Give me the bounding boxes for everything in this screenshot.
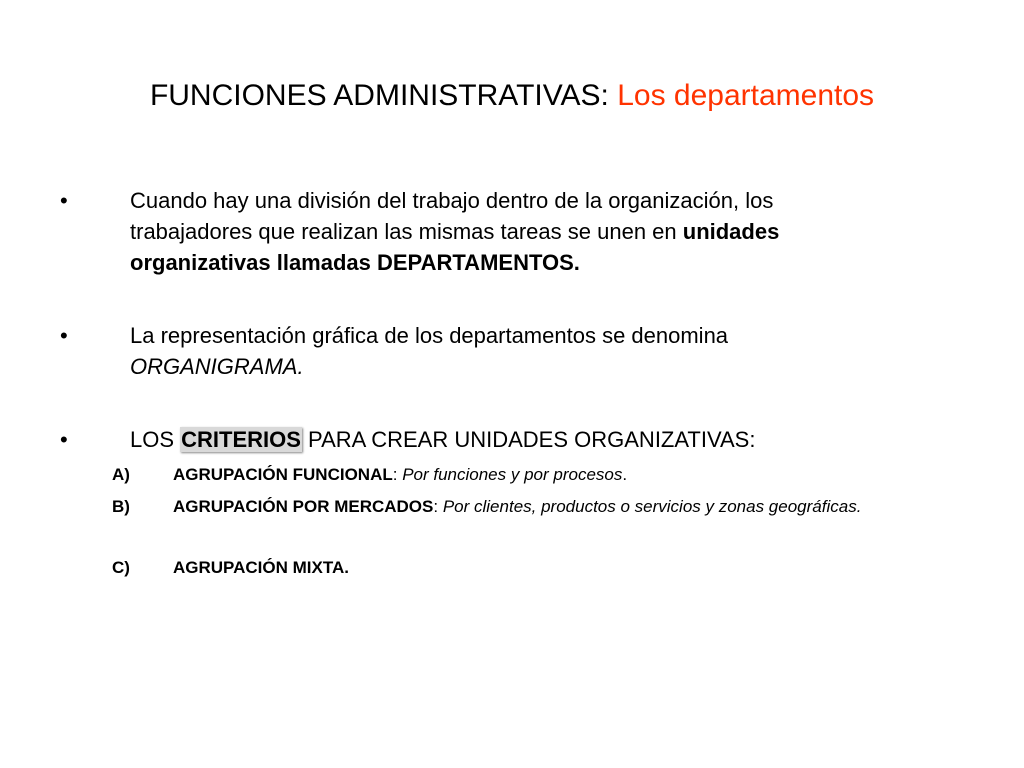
bullet-text <box>130 424 900 455</box>
bullet-text-plain: La representación gráfica de los departamentos se denomina <box>130 323 729 348</box>
bullet-suffix: PARA CREAR UNIDADES ORGANIZATIVAS: <box>301 427 756 452</box>
criterion-italic: Por clientes, productos o servicios y zonas geográficas. <box>442 497 862 516</box>
bullet-marker: • <box>60 188 68 213</box>
criterion-bold: AGRUPACIÓN FUNCIONAL <box>173 465 393 484</box>
bullet-text <box>130 185 900 278</box>
bullet-text-italic: ORGANIGRAMA. <box>130 354 304 379</box>
criterion-letter: A) <box>112 465 130 484</box>
criterion-bold: AGRUPACIÓN MIXTA. <box>173 558 349 577</box>
bullet-marker: • <box>60 323 68 348</box>
bullet-text-bold: unidades organizativas llamadas DEPARTAMENTOS. <box>130 219 780 275</box>
criterios-highlight: CRITERIOS <box>181 427 301 452</box>
criterion-letter: C) <box>112 558 130 577</box>
bullet-text-plain: Cuando hay una división del trabajo dentro de la organización, los trabajadores que realizan las mismas tareas se unen en <box>130 188 774 244</box>
title-main: FUNCIONES ADMINISTRATIVAS: <box>149 79 618 112</box>
criterion-letter: B) <box>112 497 130 516</box>
slide-title <box>0 78 1024 114</box>
criterion-bold: AGRUPACIÓN POR MERCADOS <box>173 497 434 516</box>
bullet-text <box>130 320 900 382</box>
criterion-text <box>173 462 913 488</box>
bullet-marker: • <box>60 427 68 452</box>
title-accent: Los departamentos <box>617 79 875 112</box>
bullet-prefix: LOS <box>130 427 181 452</box>
criterion-sep: : <box>433 497 443 516</box>
criterion-text <box>173 494 913 520</box>
criterion-end: . <box>622 465 628 484</box>
criterion-italic: Por funciones y por procesos <box>402 465 623 484</box>
criterion-sep: : <box>392 465 403 484</box>
criterion-text <box>173 555 913 581</box>
